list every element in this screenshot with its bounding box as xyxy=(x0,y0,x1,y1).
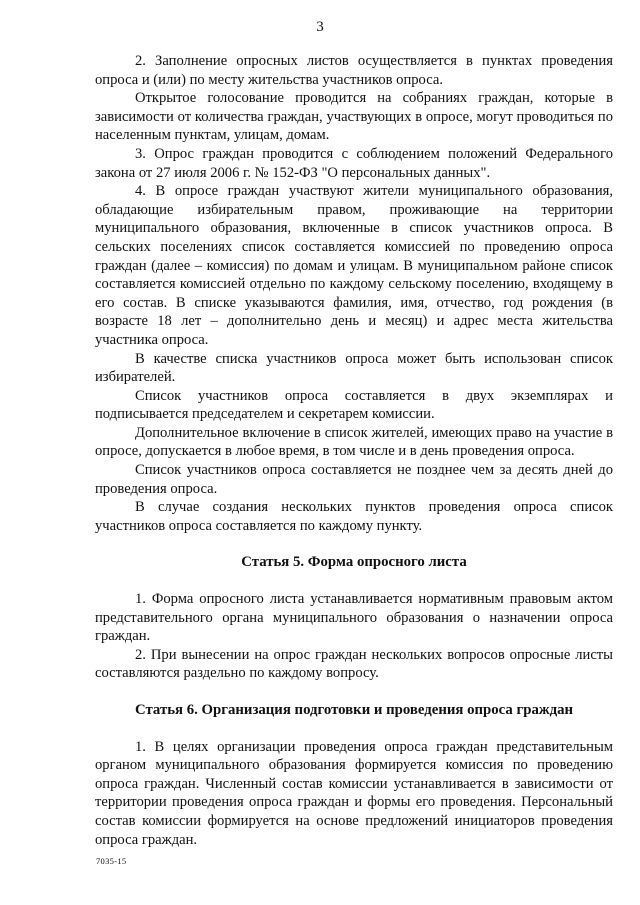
paragraph: 1. Форма опросного листа устанавливается нормативным правовым актом представительного органа муниципального образования о назначении опроса граждан. xyxy=(95,591,613,645)
paragraph: Список участников опроса составляется в двух экземплярах и подписывается председателем и секретарем комиссии. xyxy=(95,387,613,423)
paragraph: 1. В целях организации проведения опроса граждан представительным органом муниципального образования формируется комиссия по проведению опроса граждан. Численный состав комиссии устанавливается в зависимости от территории проведения опроса граждан и формы его проведения. Персональный состав комиссии формируется на основе предложений инициаторов проведения опроса граждан. xyxy=(95,738,613,848)
paragraph: 4. В опросе граждан участвуют жители муниципального образования, обладающие избирательным правом, проживающие на территории муниципального образования, включенные в список участников опроса. В сельских поселениях список составляется комиссией по проведению опроса граждан (далее – комиссия) по домам и улицам. В муниципальном районе список составляется комиссией отдельно по каждому сельскому поселению, входящему в его состав. В списке указываются фамилия, имя, отчество, год рождения (в возрасте 18 лет – дополнительно день и месяц) и адрес места жительства участника опроса. xyxy=(95,183,613,348)
page-number: 3 xyxy=(316,19,324,35)
document-body xyxy=(95,52,613,849)
paragraph: 3. Опрос граждан проводится с соблюдением положений Федерального закона от 27 июля 2006 г. № 152-ФЗ "О персональных данных". xyxy=(95,145,613,181)
paragraph: 2. При вынесении на опрос граждан нескольких вопросов опросные листы составляются раздельно по каждому вопросу. xyxy=(95,646,613,682)
paragraph: 2. Заполнение опросных листов осуществляется в пунктах проведения опроса и (или) по месту жительства участников опроса. xyxy=(95,53,613,88)
paragraph: Дополнительное включение в список жителей, имеющих право на участие в опросе, допускается в любое время, в том числе и в день проведения опроса. xyxy=(95,424,613,460)
paragraph: В случае создания нескольких пунктов проведения опроса список участников опроса составляется по каждому пункту. xyxy=(95,499,613,534)
article-5-heading: Статья 5. Форма опросного листа xyxy=(241,554,467,571)
paragraph: Список участников опроса составляется не позднее чем за десять дней до проведения опроса. xyxy=(95,462,613,497)
paragraph: В качестве списка участников опроса может быть использован список избирателей. xyxy=(95,350,613,386)
footer-code: 7035-15 xyxy=(96,856,127,866)
paragraph: Открытое голосование проводится на собраниях граждан, которые в зависимости от количества граждан, участвующих в опросе, могут проводиться по населенным пунктам, улицам, домам. xyxy=(95,90,613,144)
article-6-heading: Статья 6. Организация подготовки и проведения опроса граждан xyxy=(134,702,573,718)
